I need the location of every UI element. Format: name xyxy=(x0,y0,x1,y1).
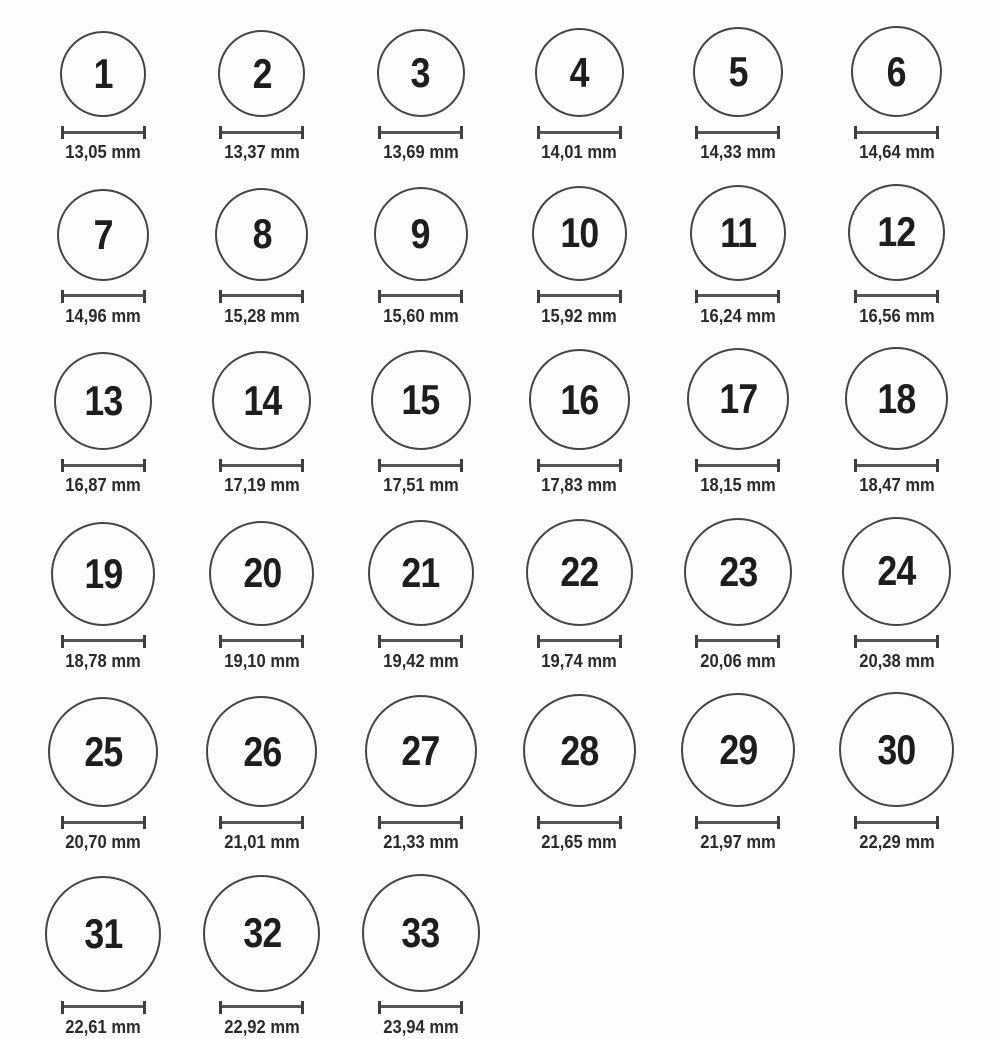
diameter-ruler-icon xyxy=(219,290,304,303)
diameter-label: 22,92 mm xyxy=(224,1016,300,1037)
ring-size-cell xyxy=(659,347,818,497)
diameter-ruler-icon xyxy=(537,459,622,472)
ring-size-cell xyxy=(659,692,818,854)
ring-size-cell xyxy=(341,347,500,497)
diameter-label: 18,78 mm xyxy=(65,650,142,671)
diameter-label: 17,51 mm xyxy=(382,475,459,496)
diameter-label: 18,47 mm xyxy=(858,475,935,496)
ring-size-number: 7 xyxy=(93,210,113,258)
ring-size-number: 32 xyxy=(242,909,281,957)
diameter-label: 14,64 mm xyxy=(858,142,935,162)
ring-size-number: 25 xyxy=(84,728,123,776)
diameter-label: 22,61 mm xyxy=(65,1016,142,1037)
ring-size-number: 8 xyxy=(252,210,272,258)
ring-size-cell xyxy=(341,692,500,854)
diameter-label: 19,42 mm xyxy=(382,650,459,671)
ring-size-number: 19 xyxy=(84,549,123,597)
ring-size-cell xyxy=(183,517,342,673)
ring-size-number: 26 xyxy=(242,727,281,775)
diameter-label: 20,70 mm xyxy=(65,832,142,853)
ring-circle xyxy=(529,349,630,450)
diameter-ruler-icon xyxy=(695,635,780,648)
ring-circle xyxy=(848,184,945,281)
diameter-label: 16,24 mm xyxy=(700,305,776,326)
diameter-label: 14,01 mm xyxy=(541,142,618,162)
diameter-ruler-icon xyxy=(219,635,304,648)
ring-size-number: 15 xyxy=(401,376,440,424)
diameter-ruler-icon xyxy=(61,126,146,139)
ring-size-cell xyxy=(341,874,500,1039)
ring-circle xyxy=(365,695,477,807)
diameter-label: 13,05 mm xyxy=(65,142,142,162)
ring-size-number: 24 xyxy=(877,547,916,595)
ring-circle xyxy=(684,518,792,626)
ring-circle xyxy=(371,350,471,450)
ring-circle xyxy=(374,187,468,281)
diameter-ruler-icon xyxy=(854,290,939,303)
ring-circle xyxy=(203,875,320,992)
diameter-label: 18,15 mm xyxy=(700,475,776,496)
diameter-label: 15,92 mm xyxy=(541,305,618,326)
ring-size-cell xyxy=(24,874,183,1039)
ring-circle xyxy=(60,31,146,117)
diameter-label: 15,60 mm xyxy=(382,305,459,326)
ring-size-number: 5 xyxy=(728,48,748,95)
ring-size-cell xyxy=(659,517,818,673)
ring-size-number: 22 xyxy=(560,548,599,596)
diameter-label: 15,28 mm xyxy=(224,305,300,326)
ring-circle xyxy=(523,694,636,807)
diameter-ruler-icon xyxy=(61,635,146,648)
ring-circle xyxy=(687,348,789,450)
ring-size-cell xyxy=(341,26,500,164)
diameter-ruler-icon xyxy=(854,635,939,648)
diameter-ruler-icon xyxy=(219,126,304,139)
diameter-ruler-icon xyxy=(378,290,463,303)
ring-circle xyxy=(845,347,948,450)
ring-size-number: 12 xyxy=(877,208,916,256)
ring-size-cell xyxy=(817,347,976,497)
ring-size-cell xyxy=(500,184,659,328)
ring-circle xyxy=(377,29,465,117)
diameter-ruler-icon xyxy=(61,1001,146,1014)
ring-size-cell xyxy=(659,26,818,164)
diameter-ruler-icon xyxy=(378,459,463,472)
ring-circle xyxy=(690,185,786,281)
diameter-ruler-icon xyxy=(219,459,304,472)
ring-size-number: 11 xyxy=(719,208,757,256)
diameter-ruler-icon xyxy=(219,816,304,829)
ring-size-number: 3 xyxy=(411,49,431,96)
ring-size-number: 6 xyxy=(887,47,907,95)
diameter-label: 16,56 mm xyxy=(858,305,935,326)
ring-circle xyxy=(535,28,624,117)
ring-size-cell xyxy=(341,184,500,328)
diameter-ruler-icon xyxy=(378,816,463,829)
diameter-ruler-icon xyxy=(537,635,622,648)
ring-size-number: 27 xyxy=(401,727,440,775)
diameter-label: 21,01 mm xyxy=(224,832,300,853)
ring-size-cell xyxy=(183,184,342,328)
diameter-label: 20,06 mm xyxy=(700,650,776,671)
ring-circle xyxy=(362,874,480,992)
ring-circle xyxy=(45,876,161,992)
diameter-label: 21,65 mm xyxy=(541,832,618,853)
diameter-ruler-icon xyxy=(854,126,939,139)
diameter-ruler-icon xyxy=(378,635,463,648)
ring-size-cell xyxy=(24,517,183,673)
ring-circle xyxy=(48,697,158,807)
ring-size-cell xyxy=(817,517,976,673)
diameter-ruler-icon xyxy=(695,816,780,829)
ring-size-cell xyxy=(500,517,659,673)
ring-size-cell xyxy=(183,347,342,497)
ring-circle xyxy=(51,522,155,626)
diameter-ruler-icon xyxy=(695,290,780,303)
ring-size-number: 17 xyxy=(718,375,757,423)
diameter-label: 14,33 mm xyxy=(700,142,776,162)
ring-circle xyxy=(218,30,305,117)
ring-size-cell xyxy=(183,26,342,164)
diameter-ruler-icon xyxy=(378,126,463,139)
ring-circle xyxy=(851,26,942,117)
ring-size-number: 20 xyxy=(242,549,281,597)
diameter-label: 13,69 mm xyxy=(382,142,459,162)
diameter-ruler-icon xyxy=(537,816,622,829)
ring-circle xyxy=(681,693,795,807)
diameter-ruler-icon xyxy=(854,816,939,829)
diameter-label: 13,37 mm xyxy=(224,142,300,162)
ring-circle xyxy=(368,520,474,626)
diameter-label: 14,96 mm xyxy=(65,305,142,326)
ring-size-cell xyxy=(183,692,342,854)
diameter-label: 19,74 mm xyxy=(541,650,618,671)
ring-size-number: 14 xyxy=(242,376,281,424)
ring-size-number: 29 xyxy=(718,726,757,774)
ring-size-number: 9 xyxy=(411,209,431,257)
ring-size-cell xyxy=(817,184,976,328)
ring-circle xyxy=(54,352,152,450)
diameter-ruler-icon xyxy=(61,816,146,829)
ring-size-number: 31 xyxy=(84,909,123,957)
diameter-ruler-icon xyxy=(854,459,939,472)
ring-size-cell xyxy=(500,692,659,854)
ring-circle xyxy=(212,351,311,450)
ring-size-number: 2 xyxy=(252,49,272,97)
ring-size-number: 28 xyxy=(560,726,599,774)
diameter-label: 21,97 mm xyxy=(700,832,776,853)
diameter-label: 16,87 mm xyxy=(65,475,142,496)
ring-size-number: 10 xyxy=(560,209,599,257)
ring-size-number: 33 xyxy=(401,908,440,956)
diameter-label: 20,38 mm xyxy=(858,650,935,671)
ring-size-number: 30 xyxy=(877,725,916,773)
ring-circle xyxy=(693,27,783,117)
ring-size-cell xyxy=(341,517,500,673)
diameter-label: 21,33 mm xyxy=(382,832,459,853)
ring-size-cell xyxy=(500,347,659,497)
diameter-ruler-icon xyxy=(61,459,146,472)
diameter-ruler-icon xyxy=(537,126,622,139)
ring-circle xyxy=(842,517,951,626)
ring-size-cell xyxy=(817,26,976,164)
ring-size-grid xyxy=(24,26,976,1039)
ring-size-cell xyxy=(659,184,818,328)
ring-size-number: 1 xyxy=(93,50,113,97)
ring-circle xyxy=(57,189,149,281)
ring-size-cell xyxy=(500,26,659,164)
ring-size-cell xyxy=(24,26,183,164)
ring-circle xyxy=(215,188,308,281)
ring-size-number: 23 xyxy=(718,547,757,595)
diameter-ruler-icon xyxy=(61,290,146,303)
ring-size-number: 16 xyxy=(560,375,599,423)
diameter-label: 19,10 mm xyxy=(224,650,300,671)
ring-size-number: 18 xyxy=(877,374,916,422)
ring-circle xyxy=(532,186,627,281)
ring-circle xyxy=(839,692,954,807)
diameter-label: 17,83 mm xyxy=(541,475,618,496)
diameter-ruler-icon xyxy=(695,459,780,472)
ring-circle xyxy=(209,521,314,626)
ring-size-cell xyxy=(817,692,976,854)
diameter-ruler-icon xyxy=(219,1001,304,1014)
ring-size-number: 13 xyxy=(84,377,123,425)
ring-circle xyxy=(526,519,633,626)
ring-circle xyxy=(206,696,317,807)
diameter-label: 22,29 mm xyxy=(858,832,935,853)
diameter-ruler-icon xyxy=(695,126,780,139)
ring-size-cell xyxy=(24,692,183,854)
diameter-label: 17,19 mm xyxy=(224,475,300,496)
ring-size-number: 4 xyxy=(569,48,589,96)
ring-size-cell xyxy=(24,347,183,497)
diameter-label: 23,94 mm xyxy=(382,1016,459,1037)
ring-size-number: 21 xyxy=(401,548,440,596)
ring-size-cell xyxy=(183,874,342,1039)
diameter-ruler-icon xyxy=(537,290,622,303)
diameter-ruler-icon xyxy=(378,1001,463,1014)
ring-size-cell xyxy=(24,184,183,328)
